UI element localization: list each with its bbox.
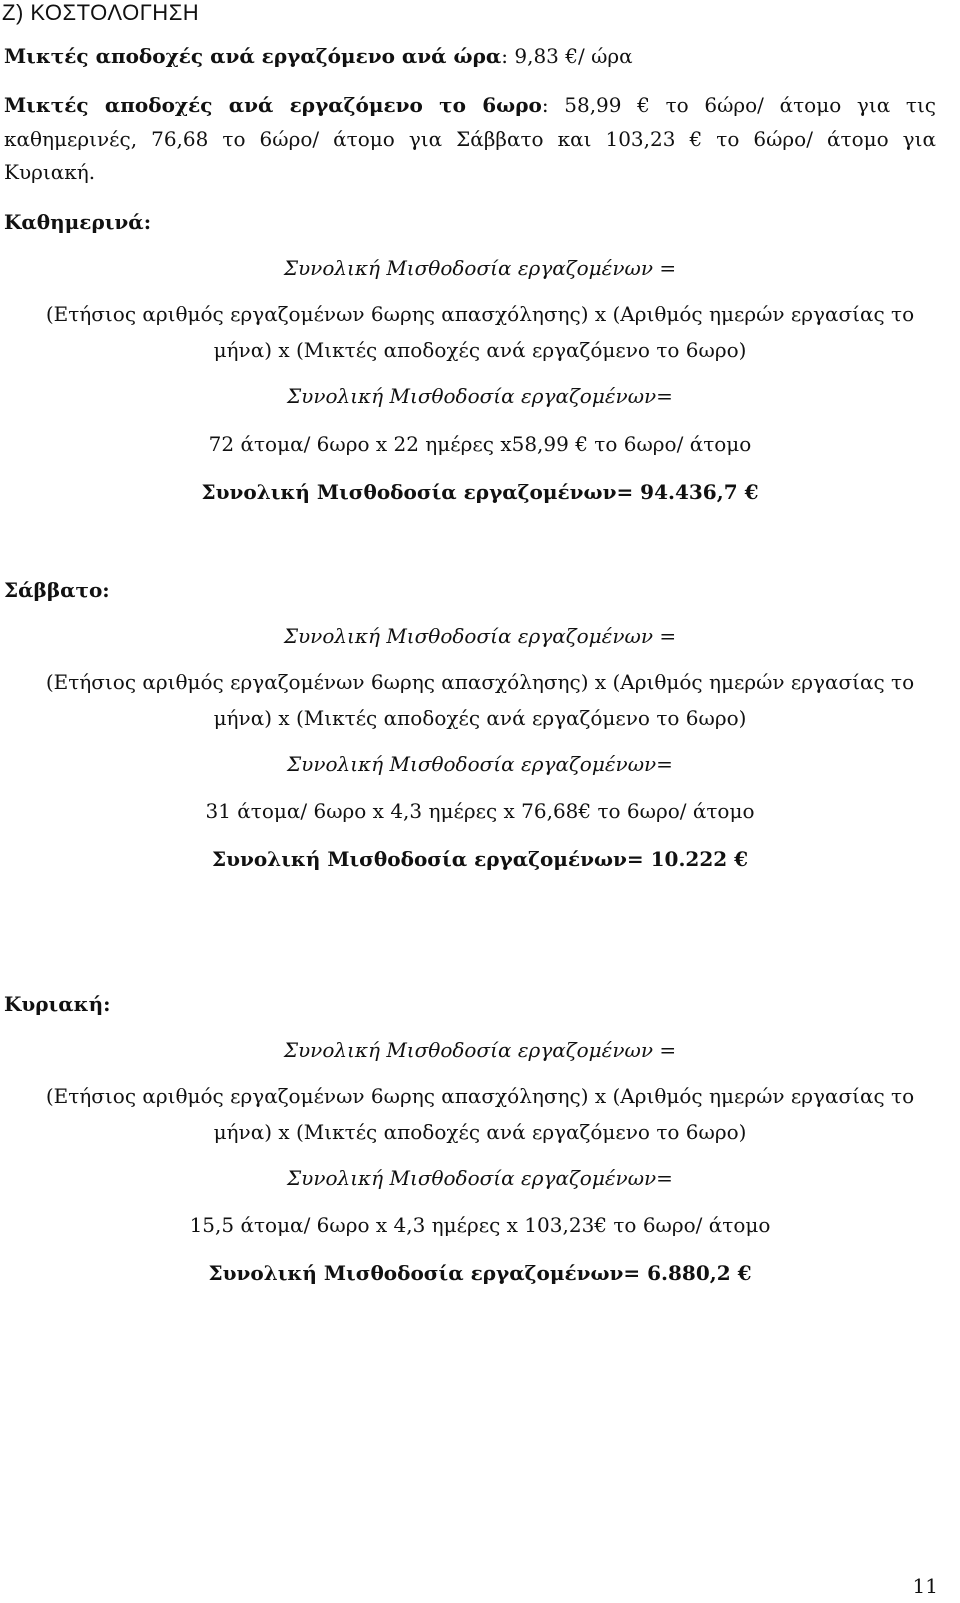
shift-wage-label: Μικτές αποδοχές ανά εργαζόμενο το 6ωρο bbox=[4, 93, 542, 117]
sunday-title: Κυριακή: bbox=[4, 992, 111, 1016]
saturday-formula-label: Συνολική Μισθοδοσία εργαζομένων = bbox=[283, 624, 677, 648]
saturday-total: Συνολική Μισθοδοσία εργαζομένων= 10.222 € bbox=[211, 847, 749, 871]
sunday-formula-label: Συνολική Μισθοδοσία εργαζομένων = bbox=[283, 1038, 677, 1062]
weekdays-formula-line-1: (Ετήσιος αριθμός εργαζομένων 6ωρης απασχόλησης) x (Αριθμός ημερών εργασίας το bbox=[45, 302, 915, 326]
saturday-calc-label: Συνολική Μισθοδοσία εργαζομένων= bbox=[287, 752, 673, 776]
sunday-calculation: 15,5 άτομα/ 6ωρο x 4,3 ημέρες x 103,23€ το 6ωρο/ άτομο bbox=[189, 1213, 771, 1237]
weekdays-calc-label: Συνολική Μισθοδοσία εργαζομένων= bbox=[287, 384, 673, 408]
shift-wage-line-3: Κυριακή. bbox=[4, 160, 96, 184]
hourly-wage-label: Μικτές αποδοχές ανά εργαζόμενο ανά ώρα bbox=[4, 44, 502, 68]
sunday-formula-line-2: μήνα) x (Μικτές αποδοχές ανά εργαζόμενο το 6ωρο) bbox=[213, 1120, 747, 1144]
sunday-formula-line-1: (Ετήσιος αριθμός εργαζομένων 6ωρης απασχόλησης) x (Αριθμός ημερών εργασίας το bbox=[45, 1084, 915, 1108]
hourly-wage-line bbox=[4, 44, 633, 68]
page-number: 11 bbox=[912, 1574, 938, 1598]
sunday-total: Συνολική Μισθοδοσία εργαζομένων= 6.880,2 € bbox=[208, 1261, 752, 1285]
section-heading: Ζ) ΚΟΣΤΟΛΟΓΗΣΗ bbox=[2, 0, 200, 25]
saturday-title: Σάββατο: bbox=[4, 578, 110, 602]
shift-wage-line-2: καθημερινές, 76,68 το 6ώρο/ άτομο για Σάββατο και 103,23 € το 6ώρο/ άτομο για bbox=[4, 127, 936, 151]
saturday-formula-line-1: (Ετήσιος αριθμός εργαζομένων 6ωρης απασχόλησης) x (Αριθμός ημερών εργασίας το bbox=[45, 670, 915, 694]
shift-wage-line-1 bbox=[4, 88, 936, 122]
saturday-calculation: 31 άτομα/ 6ωρο x 4,3 ημέρες x 76,68€ το 6ωρο/ άτομο bbox=[205, 799, 755, 823]
shift-wage-value: : 58,99 € το 6ώρο/ άτομο για τις bbox=[541, 93, 936, 117]
weekdays-formula-label: Συνολική Μισθοδοσία εργαζομένων = bbox=[283, 256, 677, 280]
weekdays-formula-line-2: μήνα) x (Μικτές αποδοχές ανά εργαζόμενο το 6ωρο) bbox=[213, 338, 747, 362]
weekdays-calculation: 72 άτομα/ 6ωρο x 22 ημέρες x58,99 € το 6ωρο/ άτομο bbox=[208, 432, 752, 456]
weekdays-title: Καθημερινά: bbox=[4, 210, 152, 234]
sunday-calc-label: Συνολική Μισθοδοσία εργαζομένων= bbox=[287, 1166, 673, 1190]
saturday-formula-line-2: μήνα) x (Μικτές αποδοχές ανά εργαζόμενο το 6ωρο) bbox=[213, 706, 747, 730]
weekdays-total: Συνολική Μισθοδοσία εργαζομένων= 94.436,7 € bbox=[201, 480, 759, 504]
hourly-wage-value: : 9,83 €/ ώρα bbox=[501, 44, 633, 68]
